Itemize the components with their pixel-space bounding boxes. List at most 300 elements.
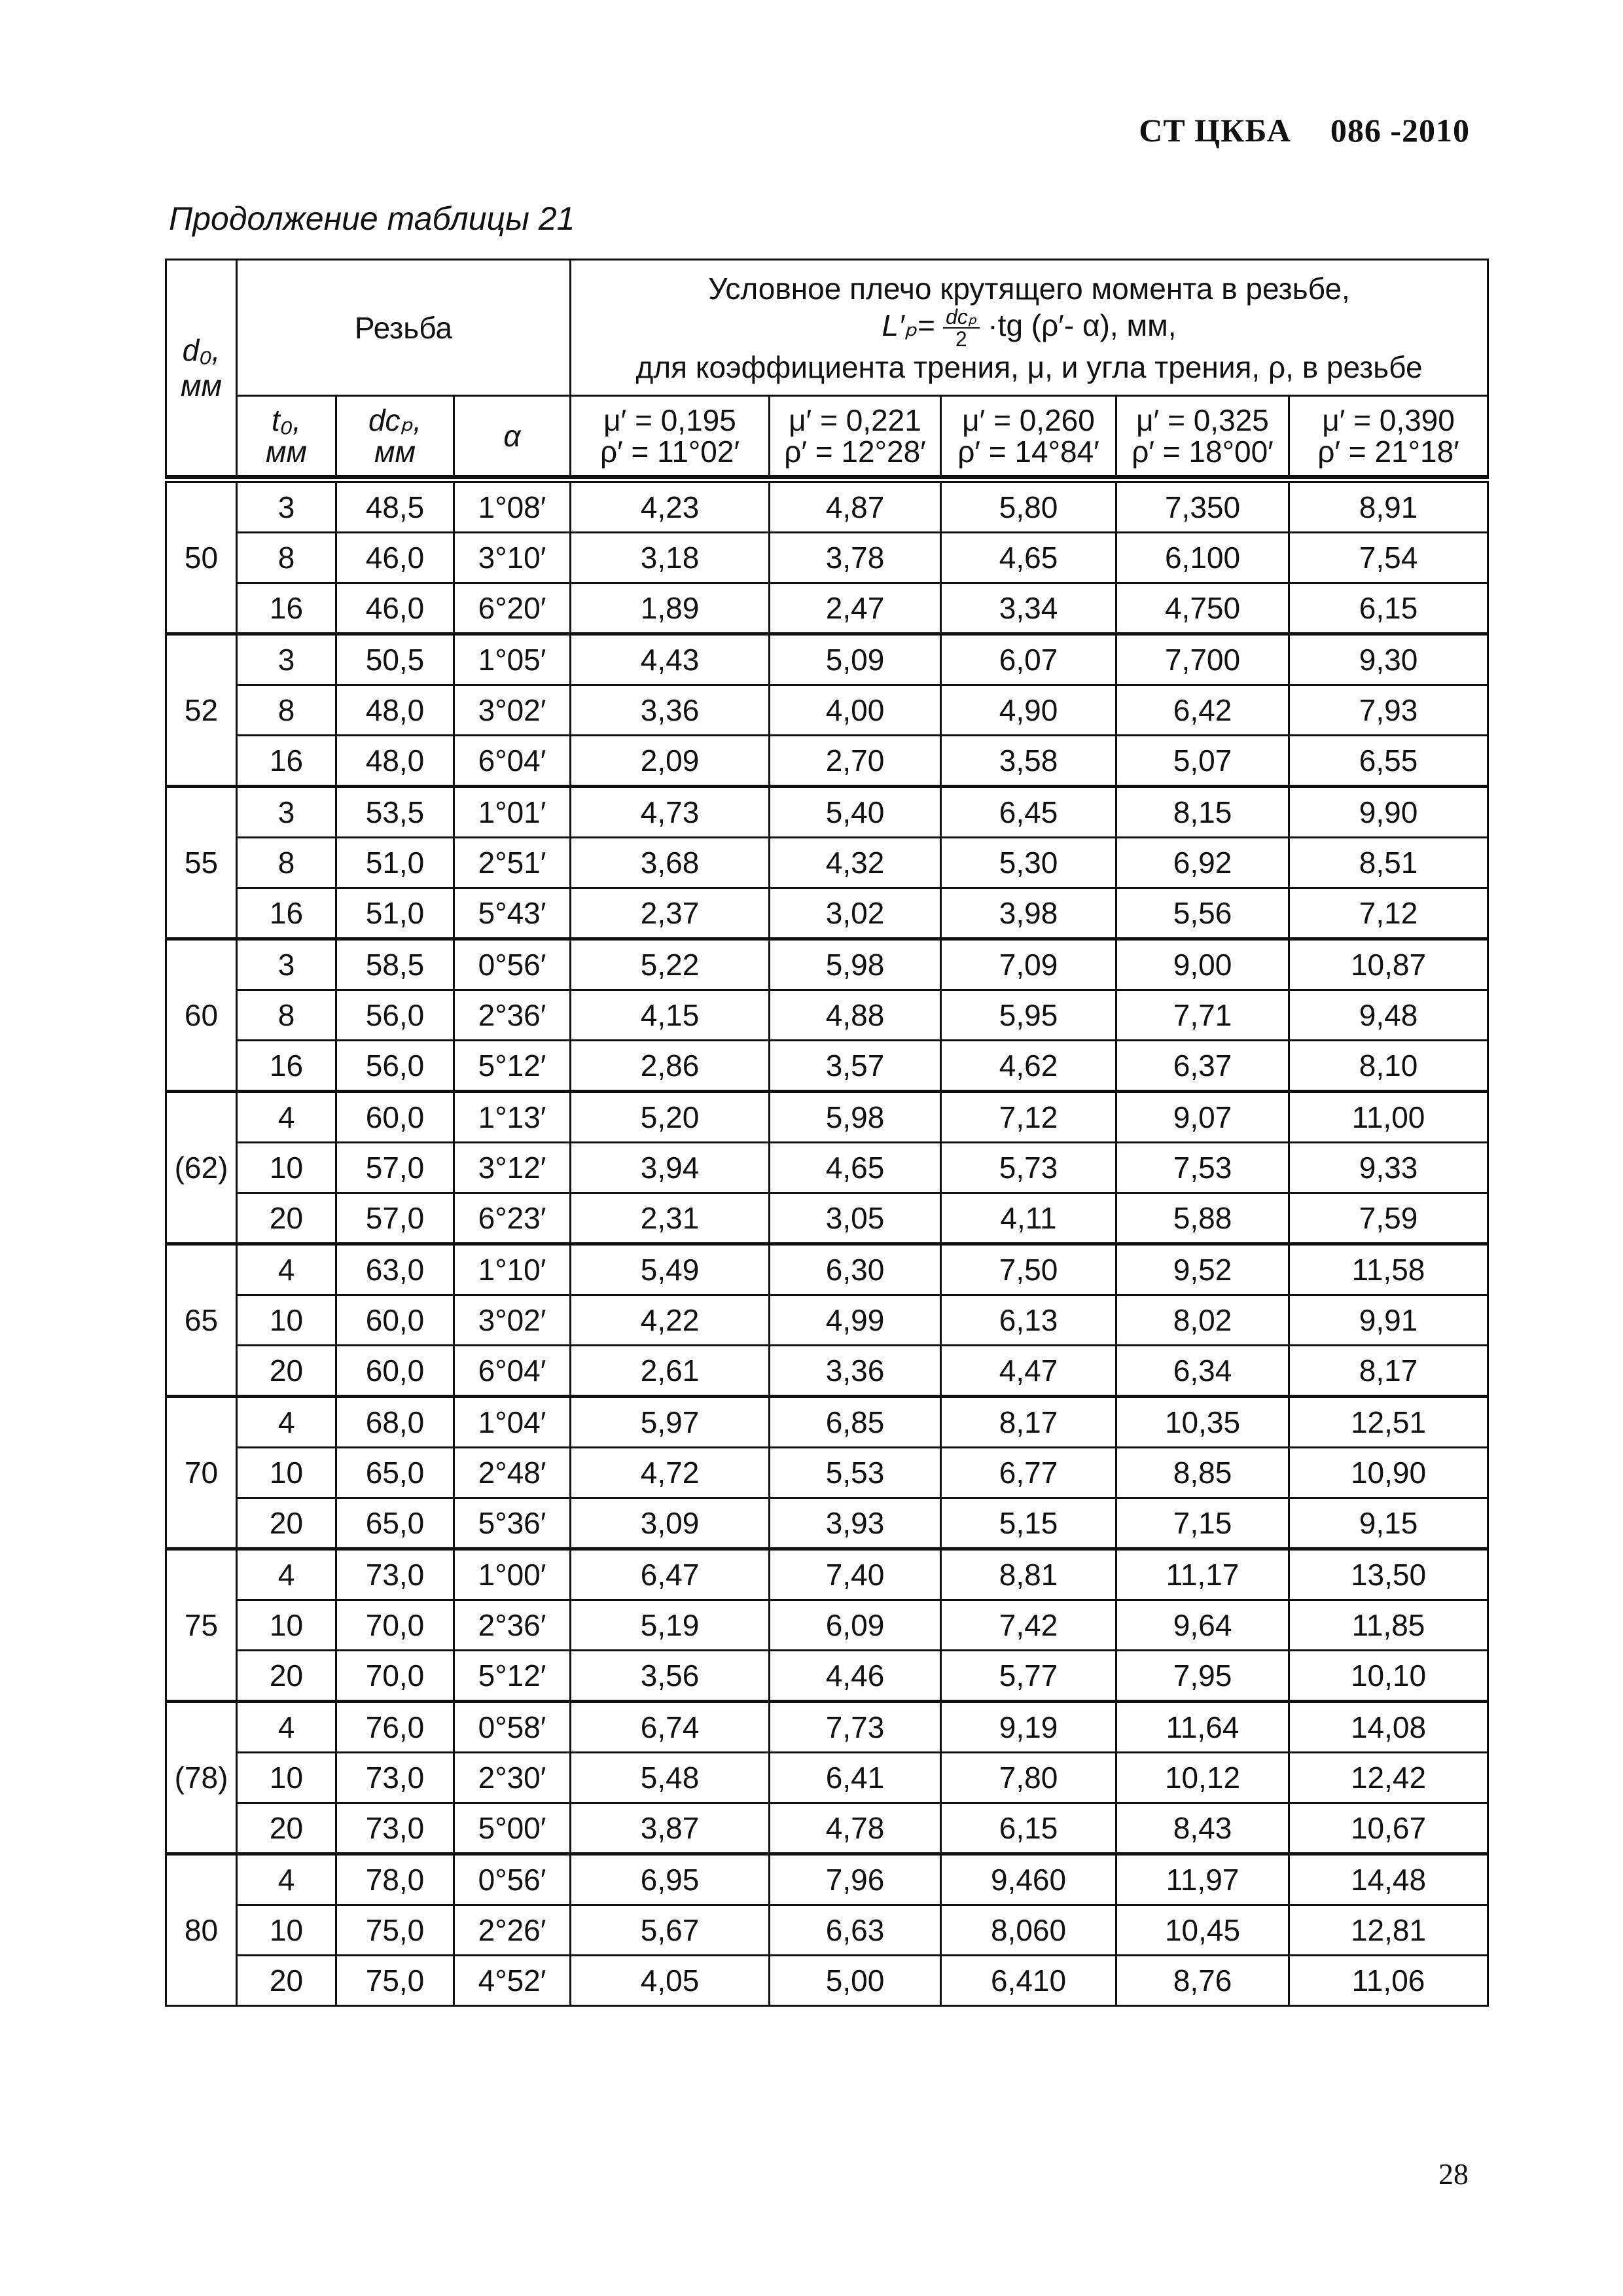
- table-cell: 11,58: [1289, 1244, 1488, 1295]
- table-row: [166, 583, 1488, 634]
- table-cell: 10: [237, 1905, 336, 1956]
- table-row: [166, 787, 1488, 838]
- header-coef-3: μ′ = 0,260 ρ′ = 14°84′: [941, 396, 1116, 476]
- table-cell: 73,0: [336, 1549, 454, 1600]
- table-cell: 16: [237, 1041, 336, 1092]
- table-cell: 8,15: [1116, 787, 1289, 838]
- cell-d0: 75: [166, 1549, 237, 1702]
- table-cell: 4,23: [571, 480, 770, 533]
- table-cell: 6,15: [941, 1803, 1116, 1854]
- table-cell: 3,58: [941, 736, 1116, 787]
- table-cell: 6,37: [1116, 1041, 1289, 1092]
- table-cell: 58,5: [336, 939, 454, 990]
- table-cell: 70,0: [336, 1600, 454, 1651]
- table-cell: 3: [237, 634, 336, 685]
- table-cell: 3°02′: [454, 685, 571, 736]
- table-cell: 12,51: [1289, 1397, 1488, 1448]
- table-cell: 20: [237, 1956, 336, 2006]
- table-cell: 63,0: [336, 1244, 454, 1295]
- table-cell: 1°08′: [454, 480, 571, 533]
- table-cell: 1°05′: [454, 634, 571, 685]
- table-row: [166, 1854, 1488, 1905]
- table-cell: 7,12: [941, 1092, 1116, 1143]
- table-cell: 1°01′: [454, 787, 571, 838]
- table-cell: 5,20: [571, 1092, 770, 1143]
- table-cell: 5,67: [571, 1905, 770, 1956]
- table-cell: 5°12′: [454, 1041, 571, 1092]
- table-cell: 76,0: [336, 1702, 454, 1753]
- table-cell: 6,100: [1116, 533, 1289, 583]
- table-cell: 6,47: [571, 1549, 770, 1600]
- cell-d0: 50: [166, 480, 237, 634]
- table-cell: 7,15: [1116, 1498, 1289, 1549]
- torque-arm-table: [165, 259, 1489, 2007]
- table-cell: 1,89: [571, 583, 770, 634]
- table-cell: 3,09: [571, 1498, 770, 1549]
- table-cell: 4,65: [941, 533, 1116, 583]
- table-cell: 4: [237, 1092, 336, 1143]
- table-cell: 4,47: [941, 1346, 1116, 1397]
- table-cell: 2°48′: [454, 1448, 571, 1498]
- cell-d0: 65: [166, 1244, 237, 1397]
- table-cell: 3,02: [770, 888, 941, 939]
- table-cell: 6,07: [941, 634, 1116, 685]
- table-cell: 46,0: [336, 533, 454, 583]
- table-cell: 75,0: [336, 1956, 454, 2006]
- table-cell: 8: [237, 990, 336, 1041]
- table-cell: 6,13: [941, 1295, 1116, 1346]
- cell-d0: 52: [166, 634, 237, 787]
- header-coef-2: μ′ = 0,221 ρ′ = 12°28′: [770, 396, 941, 476]
- table-cell: 10,10: [1289, 1651, 1488, 1702]
- table-cell: 3,05: [770, 1193, 941, 1244]
- table-cell: 4,46: [770, 1651, 941, 1702]
- table-cell: 5,15: [941, 1498, 1116, 1549]
- table-row: [166, 990, 1488, 1041]
- table-cell: 6°04′: [454, 1346, 571, 1397]
- table-cell: 3,18: [571, 533, 770, 583]
- table-cell: 11,64: [1116, 1702, 1289, 1753]
- table-cell: 3,98: [941, 888, 1116, 939]
- table-row: [166, 1498, 1488, 1549]
- table-cell: 9,90: [1289, 787, 1488, 838]
- standard-number: 086 -2010: [1330, 112, 1470, 149]
- table-cell: 9,33: [1289, 1143, 1488, 1193]
- table-cell: 7,80: [941, 1753, 1116, 1803]
- table-cell: 7,09: [941, 939, 1116, 990]
- table-cell: 4: [237, 1549, 336, 1600]
- table-cell: 9,30: [1289, 634, 1488, 685]
- table-cell: 2,37: [571, 888, 770, 939]
- table-row: [166, 480, 1488, 533]
- table-cell: 7,700: [1116, 634, 1289, 685]
- table-cell: 5,95: [941, 990, 1116, 1041]
- table-row: [166, 1244, 1488, 1295]
- table-cell: 3,34: [941, 583, 1116, 634]
- table-cell: 20: [237, 1498, 336, 1549]
- table-cell: 5,53: [770, 1448, 941, 1498]
- table-cell: 2,47: [770, 583, 941, 634]
- table-cell: 57,0: [336, 1193, 454, 1244]
- table-cell: 7,73: [770, 1702, 941, 1753]
- table-cell: 51,0: [336, 888, 454, 939]
- table-row: [166, 888, 1488, 939]
- table-cell: 12,42: [1289, 1753, 1488, 1803]
- table-cell: 3,93: [770, 1498, 941, 1549]
- table-cell: 4: [237, 1854, 336, 1905]
- table-cell: 2°36′: [454, 1600, 571, 1651]
- table-cell: 50,5: [336, 634, 454, 685]
- cell-d0: (78): [166, 1702, 237, 1854]
- table-cell: 60,0: [336, 1092, 454, 1143]
- table-cell: 4,15: [571, 990, 770, 1041]
- table-cell: 73,0: [336, 1753, 454, 1803]
- table-cell: 8: [237, 533, 336, 583]
- table-cell: 9,52: [1116, 1244, 1289, 1295]
- table-cell: 56,0: [336, 990, 454, 1041]
- table-cell: 13,50: [1289, 1549, 1488, 1600]
- table-cell: 9,15: [1289, 1498, 1488, 1549]
- table-cell: 3: [237, 480, 336, 533]
- table-cell: 4,62: [941, 1041, 1116, 1092]
- table-cell: 20: [237, 1193, 336, 1244]
- table-cell: 16: [237, 888, 336, 939]
- table-cell: 8,43: [1116, 1803, 1289, 1854]
- table-cell: 7,96: [770, 1854, 941, 1905]
- table-cell: 7,54: [1289, 533, 1488, 583]
- table-cell: 6,85: [770, 1397, 941, 1448]
- table-cell: 6,92: [1116, 838, 1289, 888]
- table-row: [166, 1753, 1488, 1803]
- table-cell: 78,0: [336, 1854, 454, 1905]
- table-cell: 48,0: [336, 685, 454, 736]
- table-cell: 6,42: [1116, 685, 1289, 736]
- table-cell: 56,0: [336, 1041, 454, 1092]
- document-code: [1139, 111, 1470, 149]
- header-alpha: α: [454, 396, 571, 476]
- cell-d0: 55: [166, 787, 237, 939]
- table-cell: 6,41: [770, 1753, 941, 1803]
- table-cell: 7,40: [770, 1549, 941, 1600]
- table-cell: 46,0: [336, 583, 454, 634]
- table-cell: 5,80: [941, 480, 1116, 533]
- table-row: [166, 1803, 1488, 1854]
- table-cell: 10,90: [1289, 1448, 1488, 1498]
- table-cell: 4,00: [770, 685, 941, 736]
- table-cell: 4,73: [571, 787, 770, 838]
- table-cell: 7,95: [1116, 1651, 1289, 1702]
- table-cell: 7,53: [1116, 1143, 1289, 1193]
- table-cell: 11,97: [1116, 1854, 1289, 1905]
- table-row: [166, 1651, 1488, 1702]
- table-cell: 14,08: [1289, 1702, 1488, 1753]
- table-cell: 9,19: [941, 1702, 1116, 1753]
- table-cell: 6,95: [571, 1854, 770, 1905]
- table-row: [166, 1346, 1488, 1397]
- table-cell: 2°30′: [454, 1753, 571, 1803]
- table-cell: 8,51: [1289, 838, 1488, 888]
- table-cell: 70,0: [336, 1651, 454, 1702]
- table-cell: 4: [237, 1397, 336, 1448]
- table-cell: 9,07: [1116, 1092, 1289, 1143]
- table-cell: 4,32: [770, 838, 941, 888]
- table-cell: 3,36: [770, 1346, 941, 1397]
- table-cell: 7,350: [1116, 480, 1289, 533]
- table-cell: 48,0: [336, 736, 454, 787]
- table-row: [166, 1143, 1488, 1193]
- table-cell: 10,35: [1116, 1397, 1289, 1448]
- table-row: [166, 838, 1488, 888]
- table-cell: 5,07: [1116, 736, 1289, 787]
- table-cell: 3,68: [571, 838, 770, 888]
- table-cell: 6,34: [1116, 1346, 1289, 1397]
- table-cell: 6°20′: [454, 583, 571, 634]
- table-cell: 68,0: [336, 1397, 454, 1448]
- table-cell: 10,12: [1116, 1753, 1289, 1803]
- table-cell: 5,88: [1116, 1193, 1289, 1244]
- header-dcp: dᴄₚ, мм: [336, 396, 454, 476]
- table-cell: 10: [237, 1295, 336, 1346]
- table-cell: 3,78: [770, 533, 941, 583]
- table-cell: 3,56: [571, 1651, 770, 1702]
- table-caption: Продолжение таблицы 21: [169, 200, 575, 237]
- table-cell: 2,70: [770, 736, 941, 787]
- table-cell: 8,76: [1116, 1956, 1289, 2006]
- table-cell: 4,78: [770, 1803, 941, 1854]
- table-cell: 9,460: [941, 1854, 1116, 1905]
- table-cell: 5,19: [571, 1600, 770, 1651]
- table-row: [166, 1702, 1488, 1753]
- table-cell: 48,5: [336, 480, 454, 533]
- table-cell: 6°04′: [454, 736, 571, 787]
- table-cell: 10: [237, 1600, 336, 1651]
- table-cell: 7,93: [1289, 685, 1488, 736]
- table-cell: 65,0: [336, 1448, 454, 1498]
- table-cell: 5,97: [571, 1397, 770, 1448]
- table-cell: 7,71: [1116, 990, 1289, 1041]
- table-cell: 20: [237, 1346, 336, 1397]
- table-cell: 16: [237, 736, 336, 787]
- table-cell: 8,02: [1116, 1295, 1289, 1346]
- table-cell: 10: [237, 1143, 336, 1193]
- table-cell: 6,63: [770, 1905, 941, 1956]
- table-cell: 5,98: [770, 939, 941, 990]
- table-row: [166, 1905, 1488, 1956]
- table-cell: 7,50: [941, 1244, 1116, 1295]
- table-row: [166, 533, 1488, 583]
- torque-condition: для коэффициента трения, μ, и угла трения, ρ, в резьбе: [635, 350, 1423, 384]
- table-cell: 6,410: [941, 1956, 1116, 2006]
- table-cell: 4°52′: [454, 1956, 571, 2006]
- table-cell: 75,0: [336, 1905, 454, 1956]
- table-cell: 8: [237, 685, 336, 736]
- table-cell: 4: [237, 1244, 336, 1295]
- table-cell: 5,73: [941, 1143, 1116, 1193]
- table-row: [166, 1397, 1488, 1448]
- table-cell: 3,94: [571, 1143, 770, 1193]
- table-cell: 10: [237, 1448, 336, 1498]
- table-cell: 8,85: [1116, 1448, 1289, 1498]
- header-coef-4: μ′ = 0,325 ρ′ = 18°00′: [1116, 396, 1289, 476]
- table-cell: 9,64: [1116, 1600, 1289, 1651]
- table-cell: 8,060: [941, 1905, 1116, 1956]
- page-number: 28: [1438, 2157, 1469, 2191]
- header-coef-5: μ′ = 0,390 ρ′ = 21°18′: [1289, 396, 1488, 476]
- table-cell: 10,45: [1116, 1905, 1289, 1956]
- table-cell: 10,67: [1289, 1803, 1488, 1854]
- table-cell: 9,00: [1116, 939, 1289, 990]
- cell-d0: 80: [166, 1854, 237, 2006]
- table-cell: 60,0: [336, 1346, 454, 1397]
- table-cell: 5°36′: [454, 1498, 571, 1549]
- table-cell: 20: [237, 1803, 336, 1854]
- table-cell: 2,31: [571, 1193, 770, 1244]
- table-cell: 4,43: [571, 634, 770, 685]
- table-row: [166, 939, 1488, 990]
- torque-formula: L′ₚ= $\frac{\text{dᴄₚ}}{2}$ ·tg (ρ′- α), мм,: [882, 304, 1177, 351]
- table-cell: 4,65: [770, 1143, 941, 1193]
- table-cell: 3: [237, 787, 336, 838]
- table-cell: 6°23′: [454, 1193, 571, 1244]
- table-cell: 5,48: [571, 1753, 770, 1803]
- table-row: [166, 736, 1488, 787]
- table-cell: 11,00: [1289, 1092, 1488, 1143]
- table-row: [166, 685, 1488, 736]
- table-cell: 11,06: [1289, 1956, 1488, 2006]
- table-cell: 5°00′: [454, 1803, 571, 1854]
- cell-d0: 70: [166, 1397, 237, 1549]
- table-cell: 3,57: [770, 1041, 941, 1092]
- table-cell: 4,05: [571, 1956, 770, 2006]
- table-cell: 5,40: [770, 787, 941, 838]
- table-cell: 1°10′: [454, 1244, 571, 1295]
- table-cell: 4,11: [941, 1193, 1116, 1244]
- table-cell: 10,87: [1289, 939, 1488, 990]
- table-cell: 4,750: [1116, 583, 1289, 634]
- header-thread: Резьба: [237, 260, 571, 396]
- table-row: [166, 1448, 1488, 1498]
- standard-name: СТ ЦКБА: [1139, 112, 1291, 149]
- table-cell: 73,0: [336, 1803, 454, 1854]
- table-cell: 7,42: [941, 1600, 1116, 1651]
- table-cell: 5°12′: [454, 1651, 571, 1702]
- table-cell: 9,91: [1289, 1295, 1488, 1346]
- table-row: [166, 1193, 1488, 1244]
- header-torque-arm: [571, 260, 1488, 396]
- table-cell: 5,77: [941, 1651, 1116, 1702]
- table-cell: 8,10: [1289, 1041, 1488, 1092]
- table-cell: 8,17: [941, 1397, 1116, 1448]
- table-body: [166, 480, 1488, 2006]
- table-cell: 6,74: [571, 1702, 770, 1753]
- table-cell: 20: [237, 1651, 336, 1702]
- table-cell: 5,09: [770, 634, 941, 685]
- table-cell: 5°43′: [454, 888, 571, 939]
- table-cell: 11,85: [1289, 1600, 1488, 1651]
- table-cell: 8,17: [1289, 1346, 1488, 1397]
- table-cell: 4,99: [770, 1295, 941, 1346]
- table-cell: 6,77: [941, 1448, 1116, 1498]
- table-cell: 5,30: [941, 838, 1116, 888]
- table-cell: 4,72: [571, 1448, 770, 1498]
- table-cell: 2°51′: [454, 838, 571, 888]
- table-cell: 1°00′: [454, 1549, 571, 1600]
- table-cell: 51,0: [336, 838, 454, 888]
- table-cell: 6,09: [770, 1600, 941, 1651]
- table-cell: 0°56′: [454, 1854, 571, 1905]
- table-cell: 5,00: [770, 1956, 941, 2006]
- table-cell: 3°02′: [454, 1295, 571, 1346]
- table-cell: 53,5: [336, 787, 454, 838]
- table-cell: 60,0: [336, 1295, 454, 1346]
- table-row: [166, 1092, 1488, 1143]
- table-cell: 10: [237, 1753, 336, 1803]
- table-cell: 2,09: [571, 736, 770, 787]
- table-cell: 4,22: [571, 1295, 770, 1346]
- table-cell: 57,0: [336, 1143, 454, 1193]
- table-cell: 6,45: [941, 787, 1116, 838]
- table-cell: 0°58′: [454, 1702, 571, 1753]
- table-cell: 4,87: [770, 480, 941, 533]
- table-cell: 2,61: [571, 1346, 770, 1397]
- table-cell: 3,36: [571, 685, 770, 736]
- table-cell: 1°13′: [454, 1092, 571, 1143]
- table-cell: 2°36′: [454, 990, 571, 1041]
- table-cell: 2°26′: [454, 1905, 571, 1956]
- table-cell: 9,48: [1289, 990, 1488, 1041]
- table-cell: 16: [237, 583, 336, 634]
- table-row: [166, 1295, 1488, 1346]
- cell-d0: (62): [166, 1092, 237, 1244]
- table-cell: 4: [237, 1702, 336, 1753]
- table-cell: 12,81: [1289, 1905, 1488, 1956]
- table-cell: 5,98: [770, 1092, 941, 1143]
- table-cell: 3°10′: [454, 533, 571, 583]
- table-cell: 3: [237, 939, 336, 990]
- table-cell: 8,91: [1289, 480, 1488, 533]
- table-cell: 7,12: [1289, 888, 1488, 939]
- table-cell: 6,30: [770, 1244, 941, 1295]
- header-coef-1: μ′ = 0,195 ρ′ = 11°02′: [571, 396, 770, 476]
- table-row: [166, 634, 1488, 685]
- table-cell: 8: [237, 838, 336, 888]
- table-row: [166, 1600, 1488, 1651]
- torque-title: Условное плечо крутящего момента в резьбе,: [708, 271, 1350, 306]
- table-cell: 5,49: [571, 1244, 770, 1295]
- table-cell: 5,22: [571, 939, 770, 990]
- header-d0: d₀, мм: [166, 260, 237, 476]
- table-cell: 3°12′: [454, 1143, 571, 1193]
- table-cell: 4,90: [941, 685, 1116, 736]
- table-cell: 6,55: [1289, 736, 1488, 787]
- table-cell: 1°04′: [454, 1397, 571, 1448]
- table-row: [166, 1956, 1488, 2006]
- table-cell: 14,48: [1289, 1854, 1488, 1905]
- cell-d0: 60: [166, 939, 237, 1092]
- table-cell: 65,0: [336, 1498, 454, 1549]
- table-cell: 11,17: [1116, 1549, 1289, 1600]
- table-row: [166, 1041, 1488, 1092]
- table-cell: 2,86: [571, 1041, 770, 1092]
- table-cell: 4,88: [770, 990, 941, 1041]
- table-cell: 8,81: [941, 1549, 1116, 1600]
- table-cell: 3,87: [571, 1803, 770, 1854]
- table-cell: 5,56: [1116, 888, 1289, 939]
- table-cell: 6,15: [1289, 583, 1488, 634]
- table-row: [166, 1549, 1488, 1600]
- table-cell: 0°56′: [454, 939, 571, 990]
- table-cell: 7,59: [1289, 1193, 1488, 1244]
